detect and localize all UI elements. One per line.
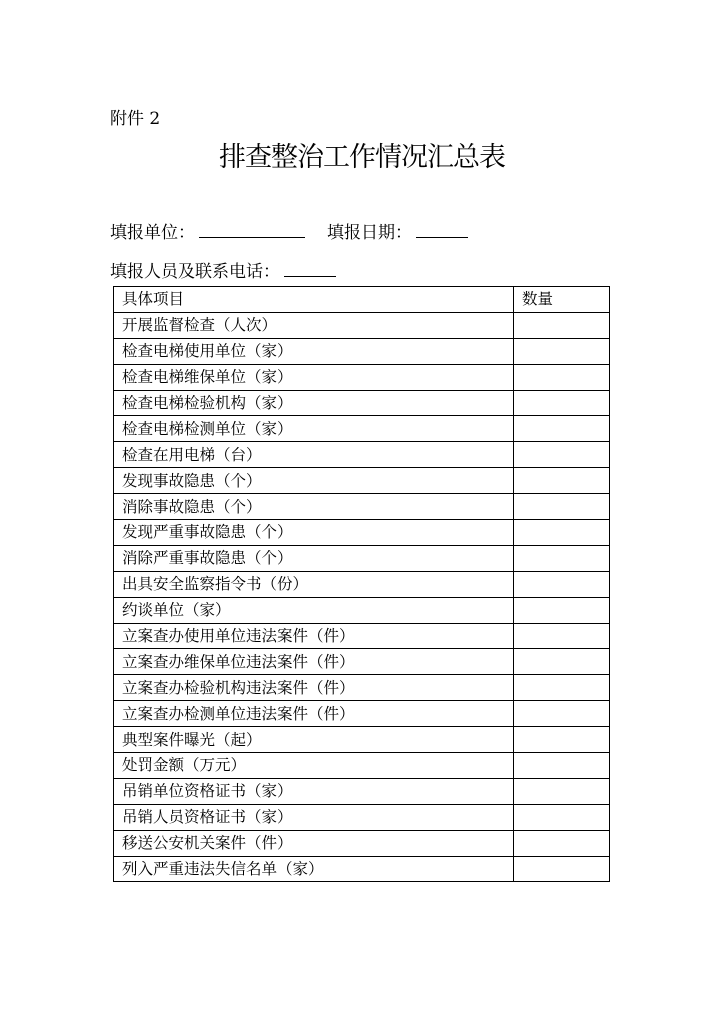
- row-item-cell: 消除事故隐患（个）: [114, 494, 514, 520]
- row-item-cell: 出具安全监察指令书（份）: [114, 571, 514, 597]
- table-row: [114, 804, 610, 830]
- row-qty-cell[interactable]: [514, 520, 610, 546]
- date-field[interactable]: [416, 220, 468, 238]
- table-header-row: [114, 287, 610, 313]
- table-row: [114, 727, 610, 753]
- table-row: [114, 830, 610, 856]
- form-row-unit-date: [110, 220, 468, 244]
- row-qty-cell[interactable]: [514, 312, 610, 338]
- row-qty-cell[interactable]: [514, 364, 610, 390]
- row-qty-cell[interactable]: [514, 701, 610, 727]
- row-qty-cell[interactable]: [514, 649, 610, 675]
- table-row: [114, 364, 610, 390]
- row-item-cell: 检查电梯维保单位（家）: [114, 364, 514, 390]
- attachment-label: 附件 2: [110, 109, 161, 129]
- row-qty-cell[interactable]: [514, 597, 610, 623]
- row-qty-cell[interactable]: [514, 778, 610, 804]
- table-row: [114, 494, 610, 520]
- row-item-cell: 列入严重违法失信名单（家）: [114, 856, 514, 882]
- table-row: [114, 545, 610, 571]
- contact-field[interactable]: [284, 259, 336, 277]
- row-qty-cell[interactable]: [514, 856, 610, 882]
- row-item-cell: 立案查办维保单位违法案件（件）: [114, 649, 514, 675]
- summary-table: [113, 286, 610, 882]
- row-qty-cell[interactable]: [514, 545, 610, 571]
- row-qty-cell[interactable]: [514, 804, 610, 830]
- table-row: [114, 416, 610, 442]
- table-row: [114, 571, 610, 597]
- row-item-cell: 检查电梯使用单位（家）: [114, 338, 514, 364]
- row-qty-cell[interactable]: [514, 494, 610, 520]
- row-item-cell: 检查电梯检测单位（家）: [114, 416, 514, 442]
- summary-table-body: [114, 287, 610, 882]
- row-item-cell: 立案查办检测单位违法案件（件）: [114, 701, 514, 727]
- row-item-cell: 消除严重事故隐患（个）: [114, 545, 514, 571]
- table-row: [114, 338, 610, 364]
- table-row: [114, 675, 610, 701]
- table-row: [114, 753, 610, 779]
- table-row: [114, 623, 610, 649]
- row-qty-cell[interactable]: [514, 338, 610, 364]
- table-row: [114, 442, 610, 468]
- row-item-cell: 立案查办检验机构违法案件（件）: [114, 675, 514, 701]
- row-qty-cell[interactable]: [514, 416, 610, 442]
- row-item-cell: 典型案件曝光（起）: [114, 727, 514, 753]
- unit-field[interactable]: [199, 220, 305, 238]
- page-title: 排查整治工作情况汇总表: [219, 142, 505, 173]
- row-item-cell: 吊销单位资格证书（家）: [114, 778, 514, 804]
- table-row: [114, 520, 610, 546]
- header-qty: 数量: [514, 287, 610, 313]
- row-item-cell: 处罚金额（万元）: [114, 753, 514, 779]
- row-qty-cell[interactable]: [514, 623, 610, 649]
- row-qty-cell[interactable]: [514, 468, 610, 494]
- row-qty-cell[interactable]: [514, 390, 610, 416]
- date-label: 填报日期：: [327, 223, 412, 243]
- contact-label: 填报人员及联系电话：: [110, 262, 280, 282]
- table-row: [114, 856, 610, 882]
- row-qty-cell[interactable]: [514, 442, 610, 468]
- table-row: [114, 778, 610, 804]
- row-qty-cell[interactable]: [514, 830, 610, 856]
- table-row: [114, 468, 610, 494]
- table-row: [114, 312, 610, 338]
- row-item-cell: 开展监督检查（人次）: [114, 312, 514, 338]
- form-row-contact: [110, 259, 336, 283]
- header-item: 具体项目: [114, 287, 514, 313]
- row-item-cell: 立案查办使用单位违法案件（件）: [114, 623, 514, 649]
- row-item-cell: 发现严重事故隐患（个）: [114, 520, 514, 546]
- row-item-cell: 移送公安机关案件（件）: [114, 830, 514, 856]
- unit-label: 填报单位：: [110, 223, 195, 243]
- table-row: [114, 390, 610, 416]
- row-item-cell: 检查电梯检验机构（家）: [114, 390, 514, 416]
- row-item-cell: 检查在用电梯（台）: [114, 442, 514, 468]
- table-row: [114, 649, 610, 675]
- row-qty-cell[interactable]: [514, 727, 610, 753]
- row-qty-cell[interactable]: [514, 675, 610, 701]
- row-item-cell: 约谈单位（家）: [114, 597, 514, 623]
- row-qty-cell[interactable]: [514, 571, 610, 597]
- row-item-cell: 发现事故隐患（个）: [114, 468, 514, 494]
- row-item-cell: 吊销人员资格证书（家）: [114, 804, 514, 830]
- table-row: [114, 701, 610, 727]
- table-row: [114, 597, 610, 623]
- row-qty-cell[interactable]: [514, 753, 610, 779]
